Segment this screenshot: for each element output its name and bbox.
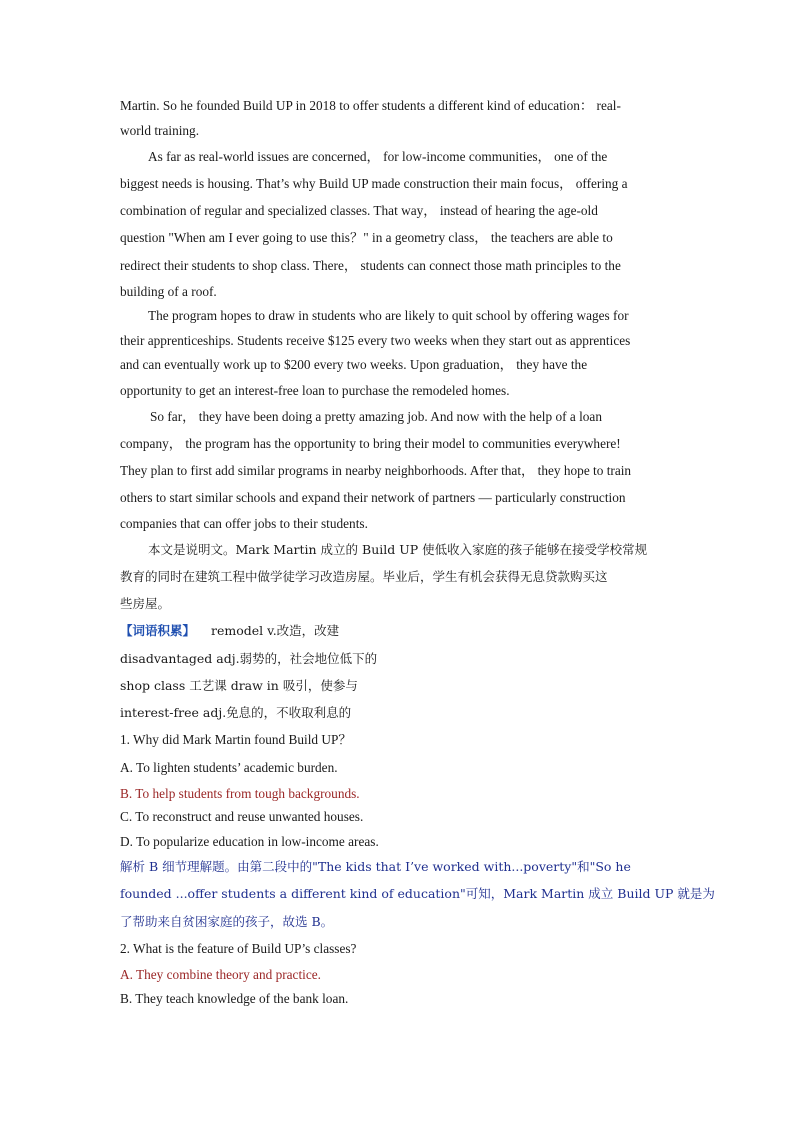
option-a: A. To lighten students’ academic burden.: [120, 760, 338, 775]
passage-line: biggest needs is housing. That’s why Build UP made construction their main focus， offering a: [120, 176, 628, 191]
vocab-item: disadvantaged adj.弱势的，社会地位低下的: [120, 651, 378, 666]
question-stem: 2. What is the feature of Build UP’s classes?: [120, 941, 357, 956]
passage-line: question "When am I ever going to use this？" in a geometry class， the teachers are able to: [120, 230, 613, 245]
passage-line: So far， they have been doing a pretty amazing job. And now with the help of a loan: [150, 409, 602, 424]
option-a-answer: A. They combine theory and practice.: [120, 967, 321, 982]
passage-line: opportunity to get an interest-free loan to purchase the remodeled homes.: [120, 383, 510, 398]
summary-line: 教育的同时在建筑工程中做学徒学习改造房屋。毕业后，学生有机会获得无息贷款购买这: [120, 569, 608, 584]
passage-line: world training.: [120, 123, 200, 138]
passage-line: As far as real-world issues are concerned， for low-income communities， one of the: [148, 149, 608, 164]
passage-line: their apprenticeships. Students receive $125 every two weeks when they start out as apprentices: [120, 333, 631, 348]
passage-line: The program hopes to draw in students who are likely to quit school by offering wages for: [148, 308, 629, 323]
analysis-line: 解析 B 细节理解题。由第二段中的"The kids that I’ve worked with...poverty"和"So he: [120, 859, 631, 874]
passage-line: They plan to first add similar programs in nearby neighborhoods. After that， they hope to train: [120, 463, 632, 478]
vocab-tag: 【词语积累】: [120, 623, 196, 638]
vocab-item: interest-free adj.免息的，不收取利息的: [120, 705, 352, 720]
passage-line: Martin. So he founded Build UP in 2018 to offer students a different kind of education： real-: [120, 98, 621, 113]
option-d: D. To popularize education in low-income areas.: [120, 834, 379, 849]
option-c: C. To reconstruct and reuse unwanted houses.: [120, 809, 364, 824]
vocab-item: shop class 工艺课 draw in 吸引，使参与: [120, 678, 358, 693]
option-b: B. They teach knowledge of the bank loan.: [120, 991, 349, 1006]
passage-line: others to start similar schools and expand their network of partners — particularly construction: [120, 490, 626, 505]
analysis-line: founded ...offer students a different kind of education"可知，Mark Martin 成立 Build UP 就是为: [120, 886, 715, 901]
passage-line: redirect their students to shop class. There， students can connect those math principles to the: [120, 258, 621, 273]
vocab-line: [120, 622, 680, 640]
summary-line: 本文是说明文。Mark Martin 成立的 Build UP 使低收入家庭的孩子能够在接受学校常规: [148, 542, 648, 557]
question-stem: 1. Why did Mark Martin found Build UP？: [120, 732, 352, 747]
passage-line: companies that can offer jobs to their students.: [120, 516, 368, 531]
passage-line: combination of regular and specialized classes. That way， instead of hearing the age-old: [120, 203, 598, 218]
analysis-line: 了帮助来自贫困家庭的孩子，故选 B。: [120, 914, 334, 929]
passage-line: and can eventually work up to $200 every two weeks. Upon graduation， they have the: [120, 357, 588, 372]
option-b-answer: B. To help students from tough backgrounds.: [120, 786, 360, 801]
summary-line: 些房屋。: [120, 596, 171, 611]
vocab-item: remodel v.改造，改建: [211, 623, 340, 638]
passage-line: company， the program has the opportunity to bring their model to communities everywhere!: [120, 436, 621, 451]
passage-line: building of a roof.: [120, 284, 217, 299]
